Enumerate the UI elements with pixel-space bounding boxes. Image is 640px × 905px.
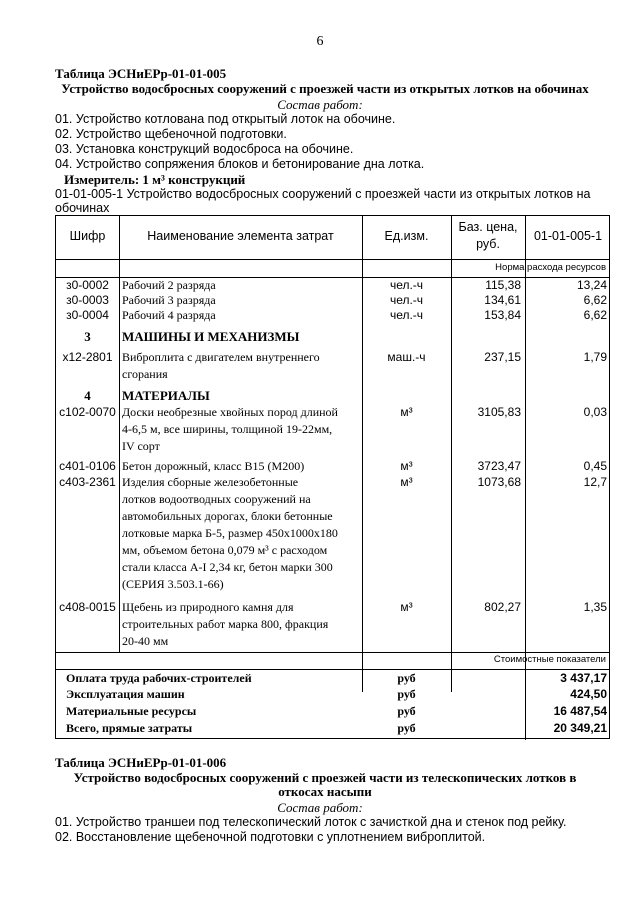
page-number: 6 bbox=[316, 34, 324, 49]
material-code: с408-0015 bbox=[59, 600, 116, 614]
material-name: строительных работ марка 800, фракция bbox=[122, 617, 329, 631]
table2-title: Таблица ЭСНиЕРр-01-01-006 bbox=[55, 755, 227, 770]
section-number: 3 bbox=[84, 329, 91, 344]
rate-description: 01-01-005-1 Устройство водосбросных сооружений с проезжей части из открытых лотков на bbox=[55, 187, 591, 201]
work-item: 01. Устройство котлована под открытый лоток на обочине. bbox=[55, 112, 396, 126]
material-norm: 12,7 bbox=[583, 475, 607, 489]
material-name: Бетон дорожный, класс В15 (М200) bbox=[122, 459, 305, 473]
material-name: IV сорт bbox=[122, 439, 160, 453]
material-name: мм, объемом бетона 0,079 м³ с расходом bbox=[122, 543, 328, 557]
labor-price: 115,38 bbox=[485, 278, 521, 292]
total-label: Всего, прямые затраты bbox=[66, 721, 193, 735]
table1-title: Таблица ЭСНиЕРр-01-01-005 bbox=[55, 66, 227, 81]
labor-norm: 6,62 bbox=[583, 308, 607, 322]
material-unit: м³ bbox=[400, 459, 413, 473]
labor-code: з0-0004 bbox=[66, 308, 109, 322]
labor-unit: чел.-ч bbox=[389, 278, 424, 292]
labor-name: Рабочий 3 разряда bbox=[122, 293, 216, 307]
table1-sostav: Состав работ: bbox=[277, 97, 363, 112]
header-name: Наименование элемента затрат bbox=[147, 229, 334, 243]
labor-norm: 13,24 bbox=[576, 278, 607, 292]
labor-code: з0-0002 bbox=[66, 278, 109, 292]
labor-unit: чел.-ч bbox=[389, 293, 424, 307]
total-unit: руб bbox=[397, 687, 416, 701]
machine-name-cont: сгорания bbox=[122, 367, 168, 381]
material-name: 20-40 мм bbox=[122, 634, 169, 648]
work-item: 03. Установка конструкций водосброса на обочине. bbox=[55, 142, 354, 156]
labor-name: Рабочий 4 разряда bbox=[122, 308, 216, 322]
total-unit: руб bbox=[397, 704, 416, 718]
cost-note: Стоимостные показатели bbox=[493, 654, 606, 665]
labor-price: 153,84 bbox=[484, 308, 521, 322]
total-unit: руб bbox=[397, 721, 416, 735]
work-item: 02. Восстановление щебеночной подготовки с уплотнением виброплитой. bbox=[55, 830, 486, 844]
material-name: Доски необрезные хвойных пород длиной bbox=[122, 405, 338, 419]
rate-description-cont: обочинах bbox=[55, 201, 110, 215]
material-norm: 1,35 bbox=[583, 600, 607, 614]
labor-unit: чел.-ч bbox=[389, 308, 424, 322]
material-unit: м³ bbox=[400, 475, 413, 489]
total-value: 20 349,21 bbox=[553, 721, 607, 735]
material-name: Щебень из природного камня для bbox=[122, 600, 294, 614]
header-price: Баз. цена, bbox=[458, 220, 518, 234]
material-norm: 0,45 bbox=[583, 459, 607, 473]
material-code: с401-0106 bbox=[59, 459, 116, 473]
material-name: стали класса А-I 2,34 кг, бетон марки 300 bbox=[122, 560, 333, 574]
material-unit: м³ bbox=[400, 600, 413, 614]
total-value: 3 437,17 bbox=[560, 671, 607, 685]
material-code: с403-2361 bbox=[59, 475, 116, 489]
header-price-unit: руб. bbox=[476, 237, 500, 251]
table1-subtitle: Устройство водосбросных сооружений с проезжей части из открытых лотков на обочинах bbox=[61, 81, 589, 96]
table2-subtitle-cont: откосах насыпи bbox=[278, 784, 372, 799]
machine-name: Виброплита с двигателем внутреннего bbox=[122, 350, 320, 364]
section-title: МАТЕРИАЛЫ bbox=[122, 388, 210, 403]
material-name: лотков водоотводных сооружений на bbox=[122, 492, 311, 506]
material-unit: м³ bbox=[400, 405, 413, 419]
total-value: 424,50 bbox=[570, 687, 607, 701]
table2-subtitle: Устройство водосбросных сооружений с проезжей части из телескопических лотков в bbox=[73, 770, 577, 785]
total-value: 16 487,54 bbox=[553, 704, 607, 718]
total-label: Эксплуатация машин bbox=[66, 687, 185, 701]
material-norm: 0,03 bbox=[583, 405, 607, 419]
cost-table bbox=[55, 215, 610, 739]
material-code: с102-0070 bbox=[59, 405, 116, 419]
material-price: 1073,68 bbox=[477, 475, 521, 489]
work-item: 04. Устройство сопряжения блоков и бетонирование дна лотка. bbox=[55, 157, 425, 171]
work-item: 02. Устройство щебеночной подготовки. bbox=[55, 127, 287, 141]
machine-unit: маш.-ч bbox=[387, 350, 426, 364]
material-name: (СЕРИЯ 3.503.1-66) bbox=[122, 577, 224, 591]
material-name: автомобильных дорогах, блоки бетонные bbox=[122, 509, 333, 523]
labor-norm: 6,62 bbox=[583, 293, 607, 307]
table2-sostav: Состав работ: bbox=[277, 800, 363, 815]
total-label: Материальные ресурсы bbox=[66, 704, 197, 718]
work-item: 01. Устройство траншеи под телескопический лоток с зачисткой дна и стенок под рейку. bbox=[55, 815, 567, 829]
machine-code: х12-2801 bbox=[62, 350, 113, 364]
section-number: 4 bbox=[84, 388, 91, 403]
material-name: лотковые марка Б-5, размер 450х1000х180 bbox=[122, 526, 338, 540]
measure-unit: Измеритель: 1 м³ конструкций bbox=[64, 172, 246, 187]
section-title: МАШИНЫ И МЕХАНИЗМЫ bbox=[122, 329, 300, 344]
material-name: Изделия сборные железобетонные bbox=[122, 475, 299, 489]
labor-price: 134,61 bbox=[484, 293, 521, 307]
material-name: 4-6,5 м, все ширины, толщиной 19-22мм, bbox=[122, 422, 333, 436]
material-price: 3105,83 bbox=[477, 405, 521, 419]
header-unit: Ед.изм. bbox=[384, 229, 429, 243]
norma-note: Норма расхода ресурсов bbox=[495, 262, 606, 273]
machine-price: 237,15 bbox=[484, 350, 521, 364]
header-code: Шифр bbox=[69, 229, 106, 243]
header-norm: 01-01-005-1 bbox=[533, 229, 603, 243]
labor-code: з0-0003 bbox=[66, 293, 109, 307]
total-unit: руб bbox=[397, 671, 416, 685]
material-price: 802,27 bbox=[484, 600, 521, 614]
labor-name: Рабочий 2 разряда bbox=[122, 278, 216, 292]
total-label: Оплата труда рабочих-строителей bbox=[66, 671, 252, 685]
material-price: 3723,47 bbox=[477, 459, 521, 473]
machine-norm: 1,79 bbox=[583, 350, 607, 364]
